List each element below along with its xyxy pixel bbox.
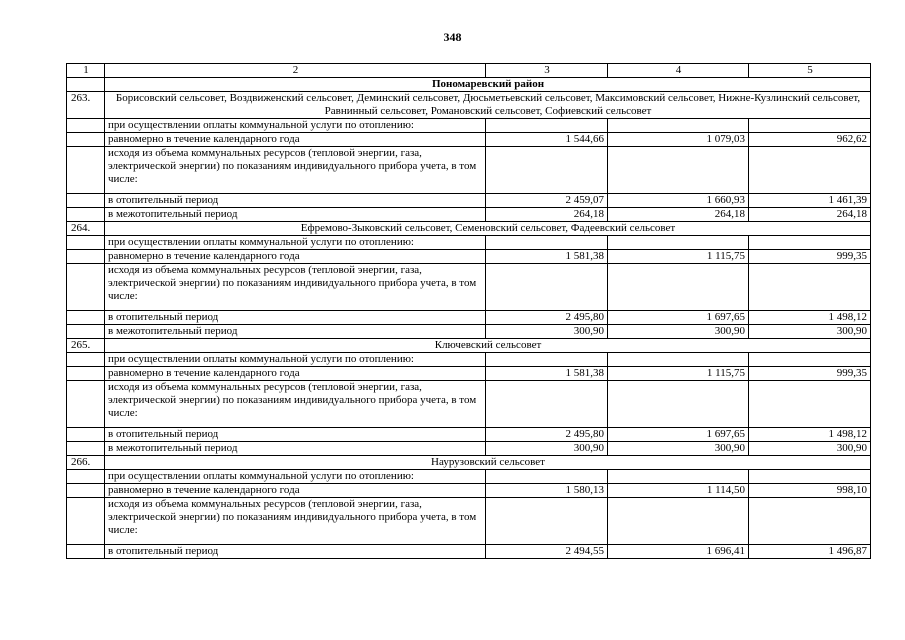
entry-name: Ключевский сельсовет — [105, 339, 871, 353]
value-col-4: 1 114,50 — [608, 484, 749, 498]
value-col-3: 2 459,07 — [486, 194, 608, 208]
value-col-5 — [749, 498, 871, 545]
value-col-3 — [486, 264, 608, 311]
entry-number: 263. — [67, 92, 105, 119]
row-label: равномерно в течение календарного года — [105, 250, 486, 264]
entry-name: Ефремово-Зыковский сельсовет, Семеновский сельсовет, Фадеевский сельсовет — [105, 222, 871, 236]
value-col-3: 300,90 — [486, 442, 608, 456]
column-header: 3 — [486, 64, 608, 78]
value-col-5: 300,90 — [749, 325, 871, 339]
table-row — [67, 236, 871, 250]
value-col-4: 300,90 — [608, 325, 749, 339]
row-label: исходя из объема коммунальных ресурсов (тепловой энергии, газа, электрической энергии) по показаниям индивидуального прибора учета, в том числе: — [105, 264, 486, 311]
row-number-cell — [67, 428, 105, 442]
column-header: 5 — [749, 64, 871, 78]
value-col-4: 1 697,65 — [608, 428, 749, 442]
row-number-cell — [67, 311, 105, 325]
value-col-5 — [749, 381, 871, 428]
row-number-cell — [67, 264, 105, 311]
row-number-cell — [67, 367, 105, 381]
value-col-4 — [608, 236, 749, 250]
row-number-cell — [67, 194, 105, 208]
entry-header-row — [67, 222, 871, 236]
row-label: равномерно в течение календарного года — [105, 367, 486, 381]
table-row — [67, 381, 871, 428]
value-col-3 — [486, 498, 608, 545]
value-col-5: 962,62 — [749, 133, 871, 147]
value-col-5 — [749, 147, 871, 194]
row-label: в отопительный период — [105, 311, 486, 325]
value-col-5: 999,35 — [749, 367, 871, 381]
value-col-3 — [486, 119, 608, 133]
table-row — [67, 367, 871, 381]
value-col-4 — [608, 470, 749, 484]
row-number-cell — [67, 470, 105, 484]
row-number-cell — [67, 498, 105, 545]
table-row — [67, 325, 871, 339]
table-row — [67, 208, 871, 222]
district-row — [67, 78, 871, 92]
table-row — [67, 484, 871, 498]
value-col-4: 1 697,65 — [608, 311, 749, 325]
table-row — [67, 250, 871, 264]
value-col-5 — [749, 353, 871, 367]
value-col-5: 1 498,12 — [749, 428, 871, 442]
value-col-3: 1 581,38 — [486, 367, 608, 381]
value-col-5 — [749, 119, 871, 133]
value-col-5: 998,10 — [749, 484, 871, 498]
value-col-4: 1 115,75 — [608, 250, 749, 264]
table-row — [67, 147, 871, 194]
entry-number: 264. — [67, 222, 105, 236]
value-col-4 — [608, 119, 749, 133]
row-number-cell — [67, 325, 105, 339]
row-number-cell — [67, 484, 105, 498]
value-col-3 — [486, 381, 608, 428]
column-header: 4 — [608, 64, 749, 78]
value-col-3: 1 544,66 — [486, 133, 608, 147]
page-number: 348 — [443, 30, 462, 44]
value-col-4 — [608, 147, 749, 194]
value-col-4 — [608, 498, 749, 545]
column-header-row — [67, 64, 871, 78]
row-number-cell — [67, 353, 105, 367]
value-col-3 — [486, 236, 608, 250]
row-number-cell — [67, 250, 105, 264]
value-col-3: 300,90 — [486, 325, 608, 339]
entry-header-row — [67, 456, 871, 470]
value-col-3: 264,18 — [486, 208, 608, 222]
entry-number: 266. — [67, 456, 105, 470]
table-row — [67, 442, 871, 456]
table-row — [67, 545, 871, 559]
row-label: при осуществлении оплаты коммунальной услуги по отоплению: — [105, 119, 486, 133]
value-col-4 — [608, 381, 749, 428]
value-col-4: 300,90 — [608, 442, 749, 456]
value-col-4 — [608, 353, 749, 367]
value-col-5: 999,35 — [749, 250, 871, 264]
row-number-cell — [67, 236, 105, 250]
value-col-4 — [608, 264, 749, 311]
row-label: в отопительный период — [105, 545, 486, 559]
row-label: при осуществлении оплаты коммунальной услуги по отоплению: — [105, 470, 486, 484]
district-name: Пономаревский район — [105, 78, 871, 92]
value-col-5: 264,18 — [749, 208, 871, 222]
value-col-3: 2 495,80 — [486, 311, 608, 325]
table-row — [67, 428, 871, 442]
tariff-table — [66, 63, 871, 559]
value-col-4: 1 079,03 — [608, 133, 749, 147]
row-label: в межотопительный период — [105, 325, 486, 339]
row-label: равномерно в течение календарного года — [105, 484, 486, 498]
value-col-5 — [749, 236, 871, 250]
row-label: исходя из объема коммунальных ресурсов (тепловой энергии, газа, электрической энергии) по показаниям индивидуального прибора учета, в том числе: — [105, 147, 486, 194]
table-row — [67, 353, 871, 367]
row-number-cell — [67, 545, 105, 559]
value-col-3: 2 494,55 — [486, 545, 608, 559]
value-col-3 — [486, 470, 608, 484]
value-col-3: 1 580,13 — [486, 484, 608, 498]
entry-number: 265. — [67, 339, 105, 353]
table-row — [67, 470, 871, 484]
row-label: в межотопительный период — [105, 442, 486, 456]
value-col-5: 300,90 — [749, 442, 871, 456]
value-col-4: 1 660,93 — [608, 194, 749, 208]
row-number-cell — [67, 442, 105, 456]
table-row — [67, 264, 871, 311]
value-col-5: 1 498,12 — [749, 311, 871, 325]
value-col-5: 1 461,39 — [749, 194, 871, 208]
value-col-5 — [749, 264, 871, 311]
value-col-3: 1 581,38 — [486, 250, 608, 264]
value-col-4: 1 696,41 — [608, 545, 749, 559]
value-col-3: 2 495,80 — [486, 428, 608, 442]
entry-name: Борисовский сельсовет, Воздвиженский сельсовет, Деминский сельсовет, Дюсьметьевский сельсовет, Максимовский сельсовет, Нижне-Кузлинский сельсовет, Равнинный сельсовет, Романовский сельсовет, Софиевский сельсовет — [105, 92, 871, 119]
table-row — [67, 311, 871, 325]
row-number-cell — [67, 133, 105, 147]
row-label: при осуществлении оплаты коммунальной услуги по отоплению: — [105, 353, 486, 367]
table-row — [67, 194, 871, 208]
row-label: при осуществлении оплаты коммунальной услуги по отоплению: — [105, 236, 486, 250]
row-label: исходя из объема коммунальных ресурсов (тепловой энергии, газа, электрической энергии) по показаниям индивидуального прибора учета, в том числе: — [105, 498, 486, 545]
row-label: в отопительный период — [105, 194, 486, 208]
entry-header-row — [67, 92, 871, 119]
value-col-4: 264,18 — [608, 208, 749, 222]
row-label: равномерно в течение календарного года — [105, 133, 486, 147]
value-col-4: 1 115,75 — [608, 367, 749, 381]
column-header: 1 — [67, 64, 105, 78]
column-header: 2 — [105, 64, 486, 78]
table-row — [67, 119, 871, 133]
row-number-cell — [67, 208, 105, 222]
table-row — [67, 133, 871, 147]
table-row — [67, 498, 871, 545]
row-number-cell — [67, 147, 105, 194]
row-label: исходя из объема коммунальных ресурсов (тепловой энергии, газа, электрической энергии) по показаниям индивидуального прибора учета, в том числе: — [105, 381, 486, 428]
entry-name: Наурузовский сельсовет — [105, 456, 871, 470]
row-label: в межотопительный период — [105, 208, 486, 222]
value-col-5 — [749, 470, 871, 484]
value-col-3 — [486, 353, 608, 367]
row-number-cell — [67, 119, 105, 133]
value-col-5: 1 496,87 — [749, 545, 871, 559]
entry-header-row — [67, 339, 871, 353]
value-col-3 — [486, 147, 608, 194]
row-label: в отопительный период — [105, 428, 486, 442]
row-number-cell — [67, 381, 105, 428]
